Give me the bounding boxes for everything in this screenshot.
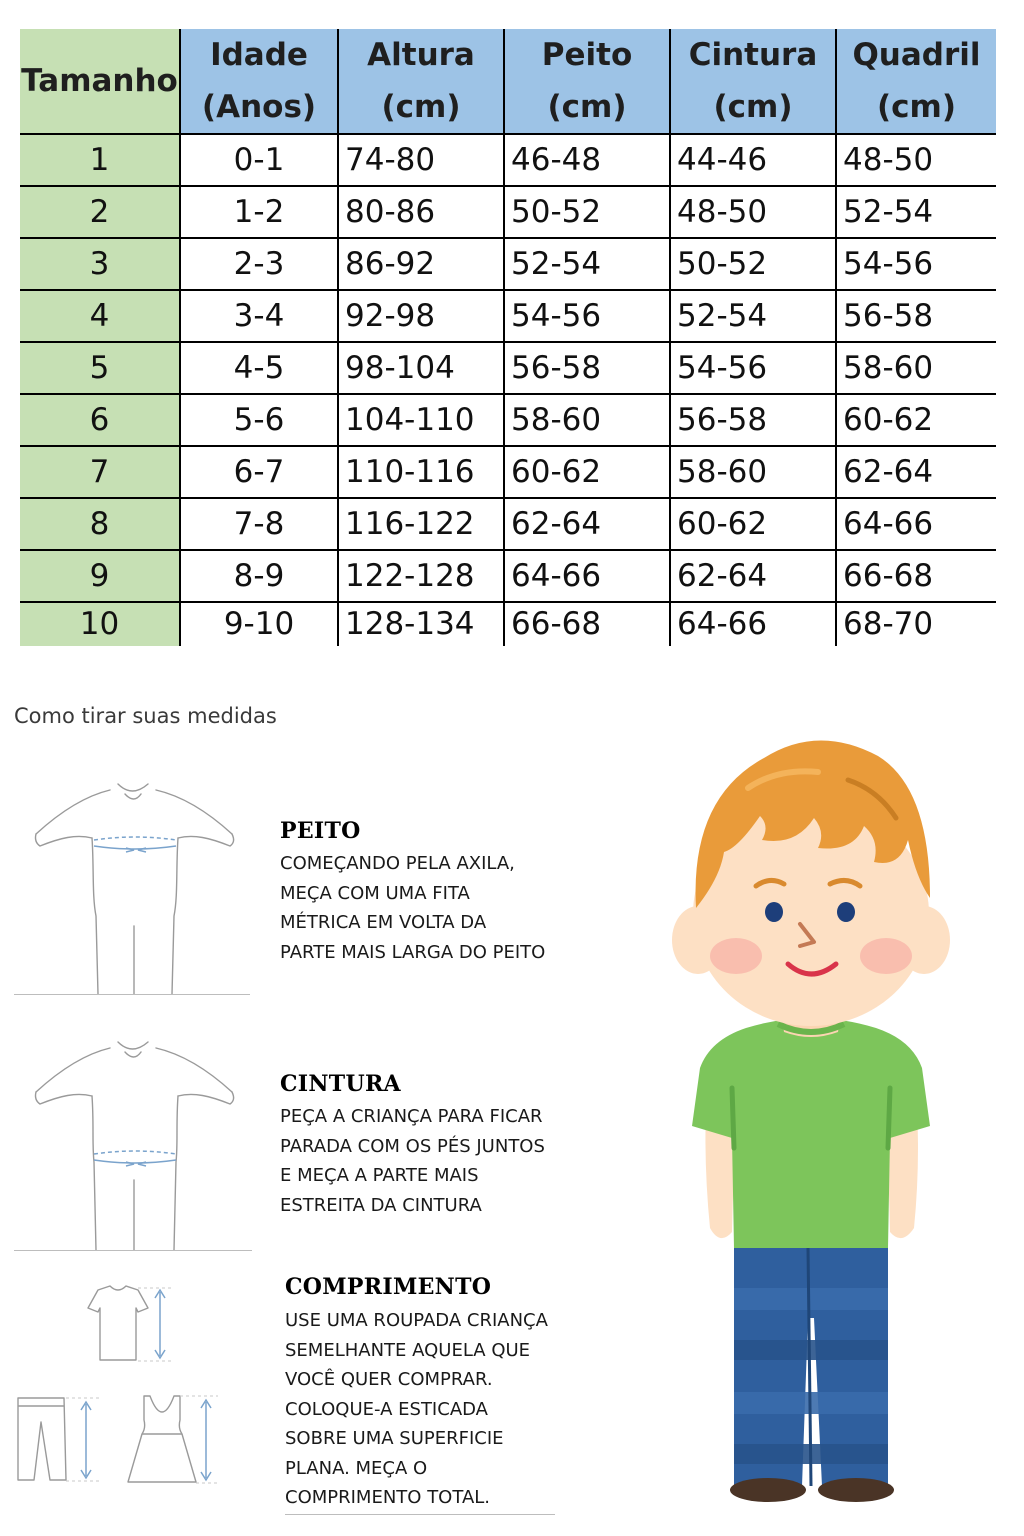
- hip-cell: 60-62: [836, 394, 996, 446]
- hip-cell: 58-60: [836, 342, 996, 394]
- age-cell: 1-2: [180, 186, 338, 238]
- header-idade: Idade (Anos): [180, 29, 338, 134]
- length-line: COLOQUE-A ESTICADA: [285, 1398, 488, 1420]
- divider: [14, 994, 250, 995]
- age-cell: 0-1: [180, 134, 338, 186]
- size-cell: 3: [20, 238, 180, 290]
- chest-cell: 62-64: [504, 498, 670, 550]
- height-cell: 116-122: [338, 498, 504, 550]
- waist-line: PEÇA A CRIANÇA PARA FICAR: [280, 1106, 543, 1127]
- age-cell: 9-10: [180, 602, 338, 646]
- jeans-shape: [734, 1236, 888, 1486]
- height-cell: 86-92: [338, 238, 504, 290]
- table-row: [20, 602, 996, 646]
- length-line: SEMELHANTE AQUELA QUE: [285, 1339, 531, 1361]
- header-altura: Altura (cm): [338, 29, 504, 134]
- age-cell: 2-3: [180, 238, 338, 290]
- hip-cell: 68-70: [836, 602, 996, 646]
- waist-heading: CINTURA: [280, 1071, 401, 1097]
- waist-line: ESTREITA DA CINTURA: [280, 1194, 482, 1216]
- size-cell: 8: [20, 498, 180, 550]
- age-cell: 6-7: [180, 446, 338, 498]
- dress-length-icon: [124, 1390, 224, 1488]
- waist-cell: 58-60: [670, 446, 836, 498]
- table-row: [20, 498, 996, 550]
- chest-cell: 46-48: [504, 134, 670, 186]
- age-cell: 8-9: [180, 550, 338, 602]
- length-line: SOBRE UMA SUPERFICIE: [285, 1428, 504, 1449]
- waist-cell: 64-66: [670, 602, 836, 646]
- size-cell: 5: [20, 342, 180, 394]
- header-cintura: Cintura (cm): [670, 29, 836, 134]
- chest-line: PARTE MAIS LARGA DO PEITO: [280, 941, 546, 963]
- divider: [14, 1250, 252, 1251]
- waist-cell: 48-50: [670, 186, 836, 238]
- table-row: [20, 238, 996, 290]
- chest-measure-figure-icon: [30, 776, 240, 998]
- waist-instructions: [280, 1102, 570, 1220]
- height-cell: 80-86: [338, 186, 504, 238]
- tshirt-length-icon: [68, 1282, 188, 1366]
- chest-cell: 56-58: [504, 342, 670, 394]
- waist-cell: 54-56: [670, 342, 836, 394]
- table-header-row: [20, 29, 996, 134]
- hip-cell: 62-64: [836, 446, 996, 498]
- waist-cell: 56-58: [670, 394, 836, 446]
- height-cell: 104-110: [338, 394, 504, 446]
- height-cell: 98-104: [338, 342, 504, 394]
- waist-cell: 50-52: [670, 238, 836, 290]
- boy-illustration-icon: [668, 728, 958, 1508]
- age-cell: 7-8: [180, 498, 338, 550]
- table-row: [20, 550, 996, 602]
- header-peito: Peito (cm): [504, 29, 670, 134]
- chest-cell: 52-54: [504, 238, 670, 290]
- waist-cell: 60-62: [670, 498, 836, 550]
- waist-line: PARADA COM OS PÉS JUNTOS: [280, 1135, 545, 1157]
- hip-cell: 54-56: [836, 238, 996, 290]
- length-heading: COMPRIMENTO: [285, 1274, 492, 1300]
- length-line: USE UMA ROUPADA CRIANÇA: [285, 1310, 548, 1331]
- waist-cell: 52-54: [670, 290, 836, 342]
- header-tamanho: Tamanho: [20, 29, 180, 134]
- size-cell: 9: [20, 550, 180, 602]
- height-cell: 74-80: [338, 134, 504, 186]
- pants-length-icon: [10, 1394, 110, 1486]
- age-cell: 5-6: [180, 394, 338, 446]
- size-cell: 4: [20, 290, 180, 342]
- table-row: [20, 134, 996, 186]
- chest-line: MEÇA COM UMA FITA: [280, 882, 470, 904]
- height-cell: 110-116: [338, 446, 504, 498]
- table-row: [20, 342, 996, 394]
- chest-heading: PEITO: [280, 818, 361, 844]
- age-cell: 3-4: [180, 290, 338, 342]
- chest-line: COMEÇANDO PELA AXILA,: [280, 853, 515, 874]
- size-chart-table: [20, 29, 996, 646]
- chest-cell: 58-60: [504, 394, 670, 446]
- length-instructions: [285, 1306, 557, 1513]
- table-row: [20, 290, 996, 342]
- age-cell: 4-5: [180, 342, 338, 394]
- waist-measure-figure-icon: [30, 1034, 240, 1252]
- chest-cell: 60-62: [504, 446, 670, 498]
- chest-line: MÉTRICA EM VOLTA DA: [280, 912, 487, 933]
- hip-cell: 66-68: [836, 550, 996, 602]
- chest-cell: 50-52: [504, 186, 670, 238]
- length-line: PLANA. MEÇA O: [285, 1457, 428, 1479]
- chest-cell: 64-66: [504, 550, 670, 602]
- hip-cell: 56-58: [836, 290, 996, 342]
- table-row: [20, 394, 996, 446]
- header-quadril: Quadril (cm): [836, 29, 996, 134]
- size-cell: 2: [20, 186, 180, 238]
- table-row: [20, 446, 996, 498]
- hip-cell: 64-66: [836, 498, 996, 550]
- chest-cell: 54-56: [504, 290, 670, 342]
- table-row: [20, 186, 996, 238]
- length-line: VOCÊ QUER COMPRAR.: [285, 1369, 493, 1390]
- size-cell: 7: [20, 446, 180, 498]
- height-cell: 128-134: [338, 602, 504, 646]
- divider: [285, 1514, 555, 1515]
- waist-line: E MEÇA A PARTE MAIS: [280, 1165, 479, 1186]
- chest-instructions: [280, 849, 570, 967]
- chest-cell: 66-68: [504, 602, 670, 646]
- hip-cell: 48-50: [836, 134, 996, 186]
- height-cell: 122-128: [338, 550, 504, 602]
- size-cell: 10: [20, 602, 180, 646]
- size-cell: 6: [20, 394, 180, 446]
- guide-title: Como tirar suas medidas: [14, 704, 277, 728]
- waist-cell: 44-46: [670, 134, 836, 186]
- length-line: COMPRIMENTO TOTAL.: [285, 1487, 491, 1508]
- height-cell: 92-98: [338, 290, 504, 342]
- waist-cell: 62-64: [670, 550, 836, 602]
- hip-cell: 52-54: [836, 186, 996, 238]
- size-cell: 1: [20, 134, 180, 186]
